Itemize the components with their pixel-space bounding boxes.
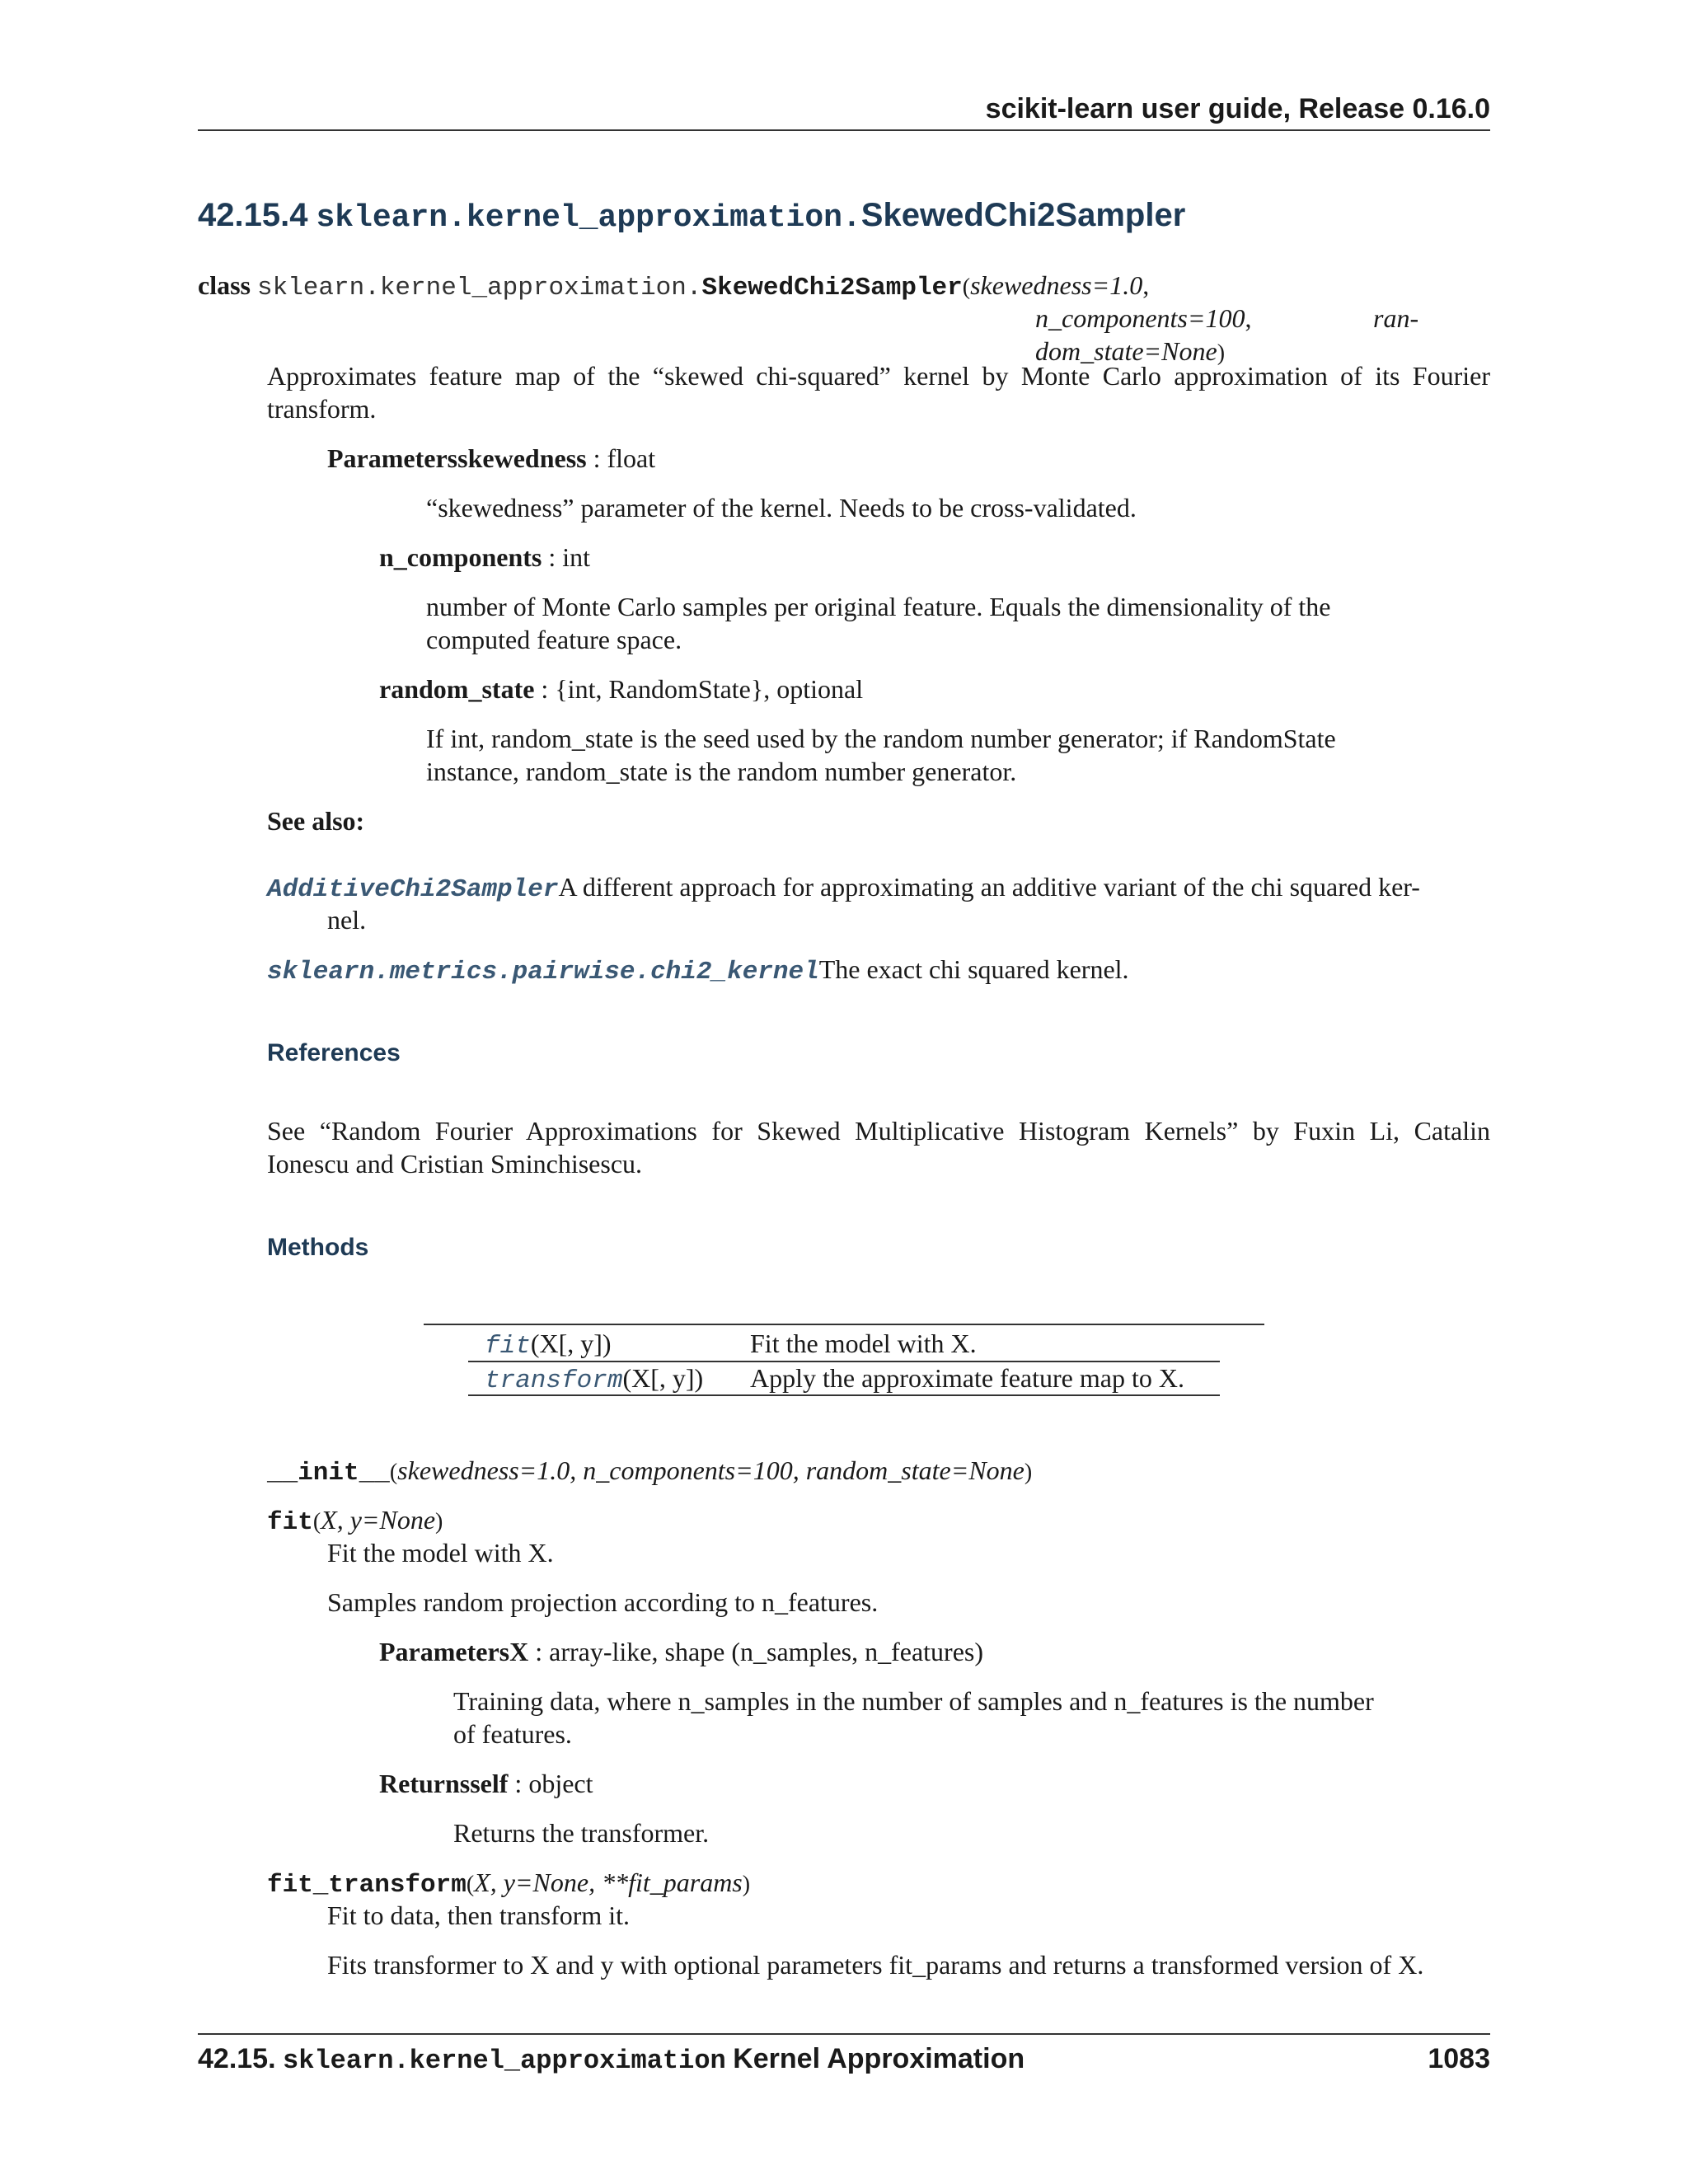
header-rule [198,129,1490,131]
section-class-name: SkewedChi2Sampler [860,197,1186,233]
fit-transform-args: X, y=None, **fit_params [474,1868,743,1897]
fit-transform-detail: Fits transformer to X and y with optional parameters fit_params and returns a transformed version of X. [327,1950,1424,1980]
class-description-line2: transform. [267,394,377,424]
returns-name: self [470,1769,509,1798]
methods-heading: Methods [267,1234,369,1261]
references-heading: References [267,1039,401,1066]
class-signature [198,269,1149,305]
table-cell-method [485,1327,612,1363]
init-name: __init__ [267,1459,390,1488]
signature-comma: , [1142,270,1150,300]
init-open-paren: ( [389,1460,398,1485]
parameter-n-components [379,541,590,574]
param-name: n_components [379,542,542,572]
parameter-skewedness [327,442,655,475]
param-type: : {int, RandomState}, optional [534,674,864,704]
fit-detail: Samples random projection according to n_features. [327,1587,879,1617]
fit-parameter-x [379,1635,983,1668]
init-args: skewedness=1.0, n_components=100, random_state=None [397,1455,1025,1485]
parameters-label: Parameters [327,443,458,473]
footer-rule [198,2033,1490,2035]
fit-open-paren: ( [312,1509,321,1535]
table-cell-method [485,1361,703,1398]
param-description: instance, random_state is the random number generator. [426,757,1017,786]
signature-param-n-components: n_components=100 [1035,303,1245,333]
parameter-random-state [379,673,863,705]
class-description-line1: Approximates feature map of the “skewed chi-squared” kernel by Monte Carlo approximation of its Fourier [267,361,1490,391]
page-number: 1083 [1428,2043,1490,2074]
param-type: : array-like, shape (n_samples, n_features) [528,1637,984,1666]
signature-module: sklearn.kernel_approximation. [257,274,702,302]
class-keyword: class [198,270,251,300]
returns-type: : object [508,1769,593,1798]
fit-transform-close-paren: ) [742,1872,751,1897]
footer-title: Kernel Approximation [733,2043,1025,2074]
fit-transform-name: fit_transform [267,1871,467,1900]
returns-label: Returns [379,1769,471,1798]
init-signature [267,1454,1032,1490]
fit-transform-signature [267,1866,750,1902]
param-type: : int [542,542,591,572]
param-description: If int, random_state is the seed used by the random number generator; if RandomState [426,724,1336,753]
param-description: of features. [453,1719,572,1749]
param-name: random_state [379,674,535,704]
see-also-text: nel. [327,905,367,935]
fit-close-paren: ) [435,1509,443,1535]
fit-signature [267,1503,443,1540]
signature-class-name: SkewedChi2Sampler [701,274,963,302]
param-description: number of Monte Carlo samples per original feature. Equals the dimensionality of the [426,592,1331,621]
see-also-title: See also: [267,806,365,836]
param-name: skewedness [457,443,587,473]
method-args: (X[, y]) [622,1363,704,1393]
fit-name: fit [267,1508,313,1537]
footer-module: sklearn.kernel_approximation [283,2046,726,2076]
fit-args: X, y=None [321,1505,436,1535]
param-description: computed feature space. [426,625,682,654]
section-module: sklearn.kernel_approximation. [316,200,861,236]
fit-returns [379,1767,593,1800]
param-type: : float [586,443,656,473]
method-link-fit[interactable]: fit [485,1332,531,1361]
signature-comma: , [1245,303,1252,333]
signature-param-skewedness: skewedness=1.0 [970,270,1143,300]
table-cell-description: Fit the model with X. [750,1329,977,1358]
references-text-line2: Ionescu and Cristian Sminchisescu. [267,1149,643,1179]
footer-section-number: 42.15. [198,2043,276,2074]
init-close-paren: ) [1024,1460,1033,1485]
see-also-link-chi2-kernel[interactable]: sklearn.metrics.pairwise.chi2_kernel [267,958,819,987]
see-also-link-additive[interactable]: AdditiveChi2Sampler [267,875,559,904]
section-number: 42.15.4 [198,197,308,233]
table-top-rule [424,1324,1264,1325]
signature-close-paren: ) [1217,340,1226,366]
see-also-text: The exact chi squared kernel. [818,954,1129,984]
see-also-item [267,870,1420,907]
see-also-item [267,953,1129,989]
running-header: scikit-learn user guide, Release 0.16.0 [985,93,1490,124]
fit-transform-summary: Fit to data, then transform it. [327,1900,631,1930]
param-description: Training data, where n_samples in the number of samples and n_features is the number [453,1686,1374,1716]
references-text-line1: See “Random Fourier Approximations for Skewed Multiplicative Histogram Kernels” by Fuxin Li, Catalin [267,1116,1490,1146]
parameters-label: Parameters [379,1637,510,1666]
param-name: X [509,1637,529,1666]
signature-param-random-state-part1: ran- [1373,303,1419,333]
see-also-text: A different approach for approximating an additive variant of the chi squared ker- [558,872,1420,902]
returns-description: Returns the transformer. [453,1818,710,1848]
method-args: (X[, y]) [530,1329,612,1358]
signature-open-paren: ( [962,274,971,300]
fit-transform-open-paren: ( [466,1872,475,1897]
param-description: “skewedness” parameter of the kernel. Needs to be cross-validated. [426,493,1137,523]
method-link-transform[interactable]: transform [485,1366,623,1395]
signature-line-2 [1035,302,1251,335]
table-cell-description: Apply the approximate feature map to X. [750,1363,1184,1393]
signature-param-random-state-part2: dom_state=None [1035,336,1217,366]
section-heading [198,194,1185,239]
table-bottom-rule [468,1394,1220,1396]
footer-section-title [198,2041,1025,2079]
fit-summary: Fit the model with X. [327,1538,554,1568]
